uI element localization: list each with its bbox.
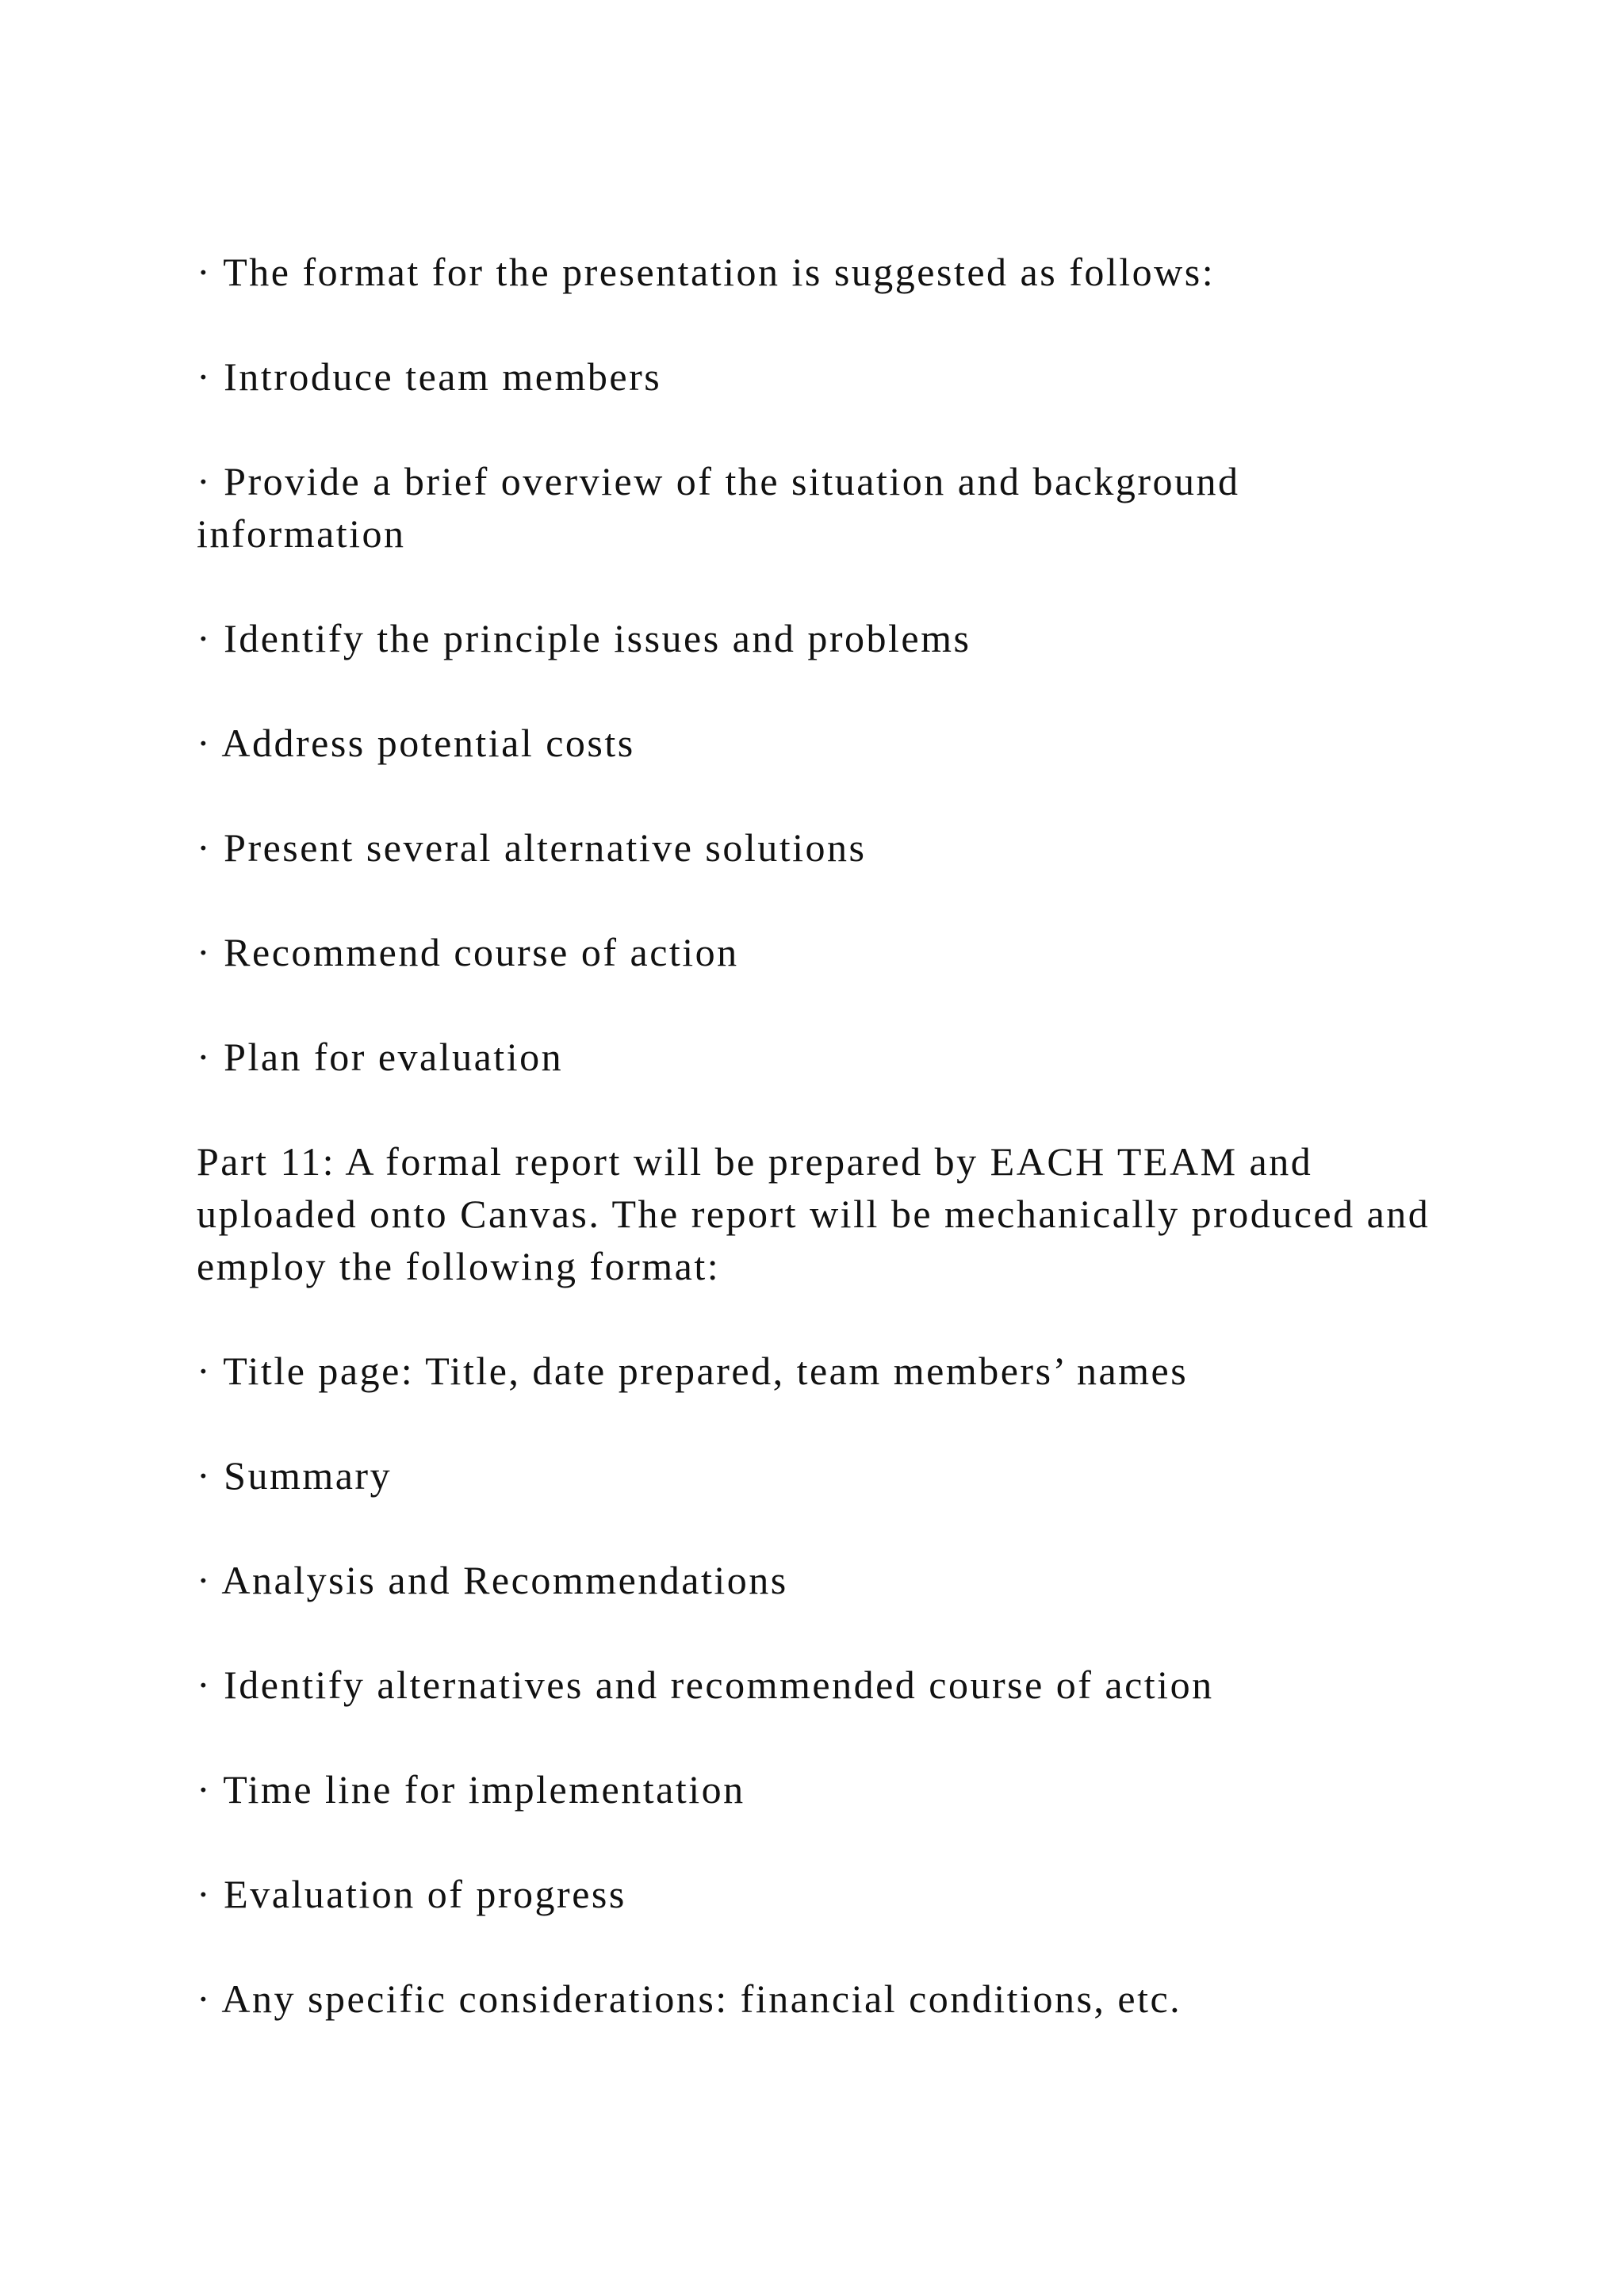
bullet-identify-alternatives: · Identify alternatives and recommended course of action	[197, 1663, 1214, 1707]
bullet-title-page: · Title page: Title, date prepared, team members’ names	[197, 1349, 1189, 1393]
bullet-recommend-action: · Recommend course of action	[197, 930, 739, 974]
bullet-summary: · Summary	[197, 1453, 393, 1498]
bullet-presentation-format: · The format for the presentation is suggested as follows:	[197, 250, 1216, 294]
bullet-specific-considerations: · Any specific considerations: financial conditions, etc.	[197, 1976, 1182, 2021]
bullet-identify-issues: · Identify the principle issues and problems	[197, 616, 971, 660]
bullet-timeline: · Time line for implementation	[197, 1767, 745, 1812]
bullet-plan-evaluation: · Plan for evaluation	[197, 1035, 564, 1079]
bullet-alternative-solutions: · Present several alternative solutions	[197, 825, 867, 870]
bullet-analysis: · Analysis and Recommendations	[197, 1558, 788, 1602]
part-ii-paragraph: Part 11: A formal report will be prepared by EACH TEAM and uploaded onto Canvas. The report will be mechanically produced and employ the following format:	[197, 1139, 1431, 1288]
bullet-address-costs: · Address potential costs	[197, 721, 635, 765]
bullet-introduce-team: · Introduce team members	[197, 354, 662, 399]
bullet-evaluation-progress: · Evaluation of progress	[197, 1872, 626, 1916]
bullet-overview: · Provide a brief overview of the situation and background information	[197, 459, 1240, 556]
